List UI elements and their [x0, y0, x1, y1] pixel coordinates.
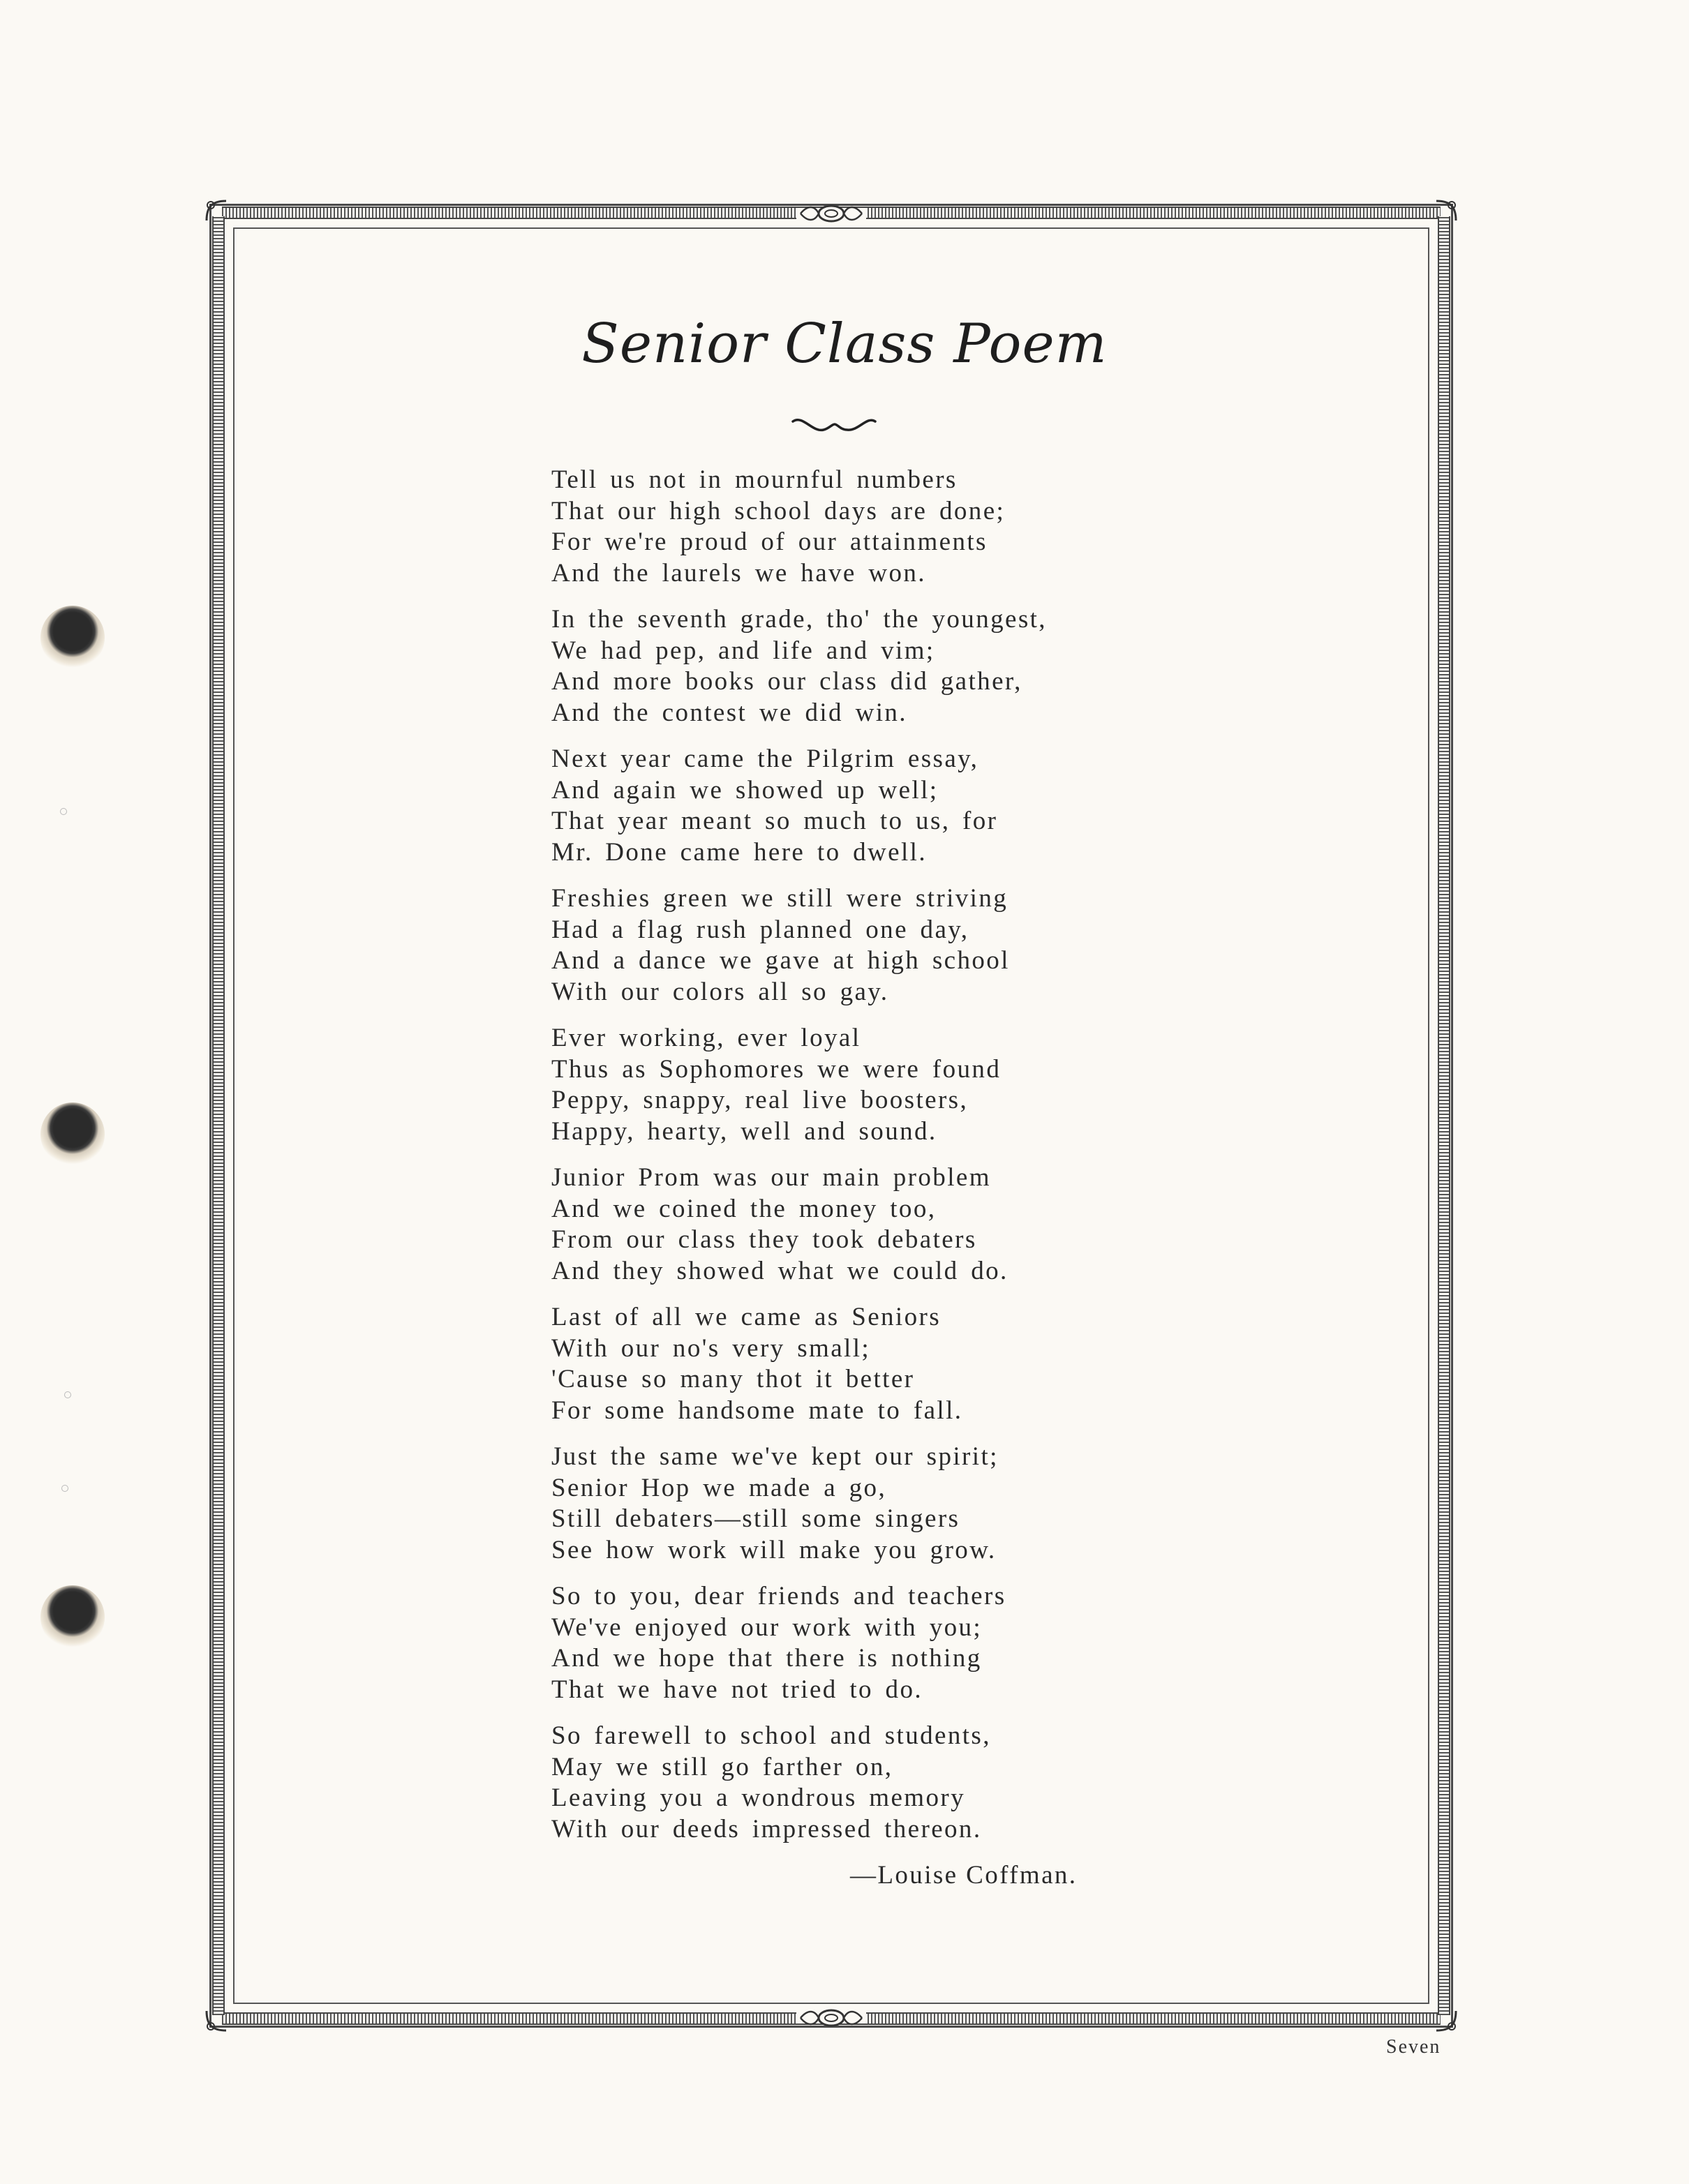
medallion-ornament-icon [796, 200, 866, 227]
stanza [551, 1023, 1277, 1147]
poem-line: Leaving you a wondrous memory [551, 1783, 965, 1812]
stanza [551, 744, 1277, 868]
poem-line: And more books our class did gather, [551, 667, 1022, 696]
frame-left-rail [212, 216, 225, 2015]
poem-line: And they showed what we could do. [551, 1256, 1009, 1285]
poem-line: We've enjoyed our work with you; [551, 1613, 983, 1642]
stanza [551, 1581, 1277, 1705]
page-number: Seven [1386, 2036, 1441, 2058]
poem-line: That our high school days are done; [551, 496, 1006, 525]
binder-hole [40, 1102, 105, 1167]
stanza [551, 604, 1277, 728]
poem-line: From our class they took debaters [551, 1225, 977, 1254]
stanza [551, 1442, 1277, 1566]
poem-line: With our colors all so gay. [551, 977, 889, 1006]
poem-line: 'Cause so many thot it better [551, 1365, 915, 1393]
poem-line: For some handsome mate to fall. [551, 1396, 963, 1425]
poem-line: And the laurels we have won. [551, 558, 926, 588]
poem-line: Still debaters—still some singers [551, 1504, 960, 1533]
poem-line: That year meant so much to us, for [551, 807, 998, 835]
corner-ornament-icon [202, 2007, 230, 2035]
swash-ornament-icon [789, 412, 879, 437]
poem-line: Next year came the Pilgrim essay, [551, 745, 979, 773]
poem-line: And again we showed up well; [551, 775, 939, 805]
poem-line: Senior Hop we made a go, [551, 1473, 887, 1502]
poem-body [551, 465, 1277, 1860]
stanza [551, 1162, 1277, 1287]
poem-line: Junior Prom was our main problem [551, 1163, 991, 1192]
poem-line: See how work will make you grow. [551, 1535, 997, 1564]
poem-line: So farewell to school and students, [551, 1721, 991, 1750]
stanza [551, 1302, 1277, 1426]
corner-ornament-icon [1432, 2007, 1460, 2035]
poem-line: Last of all we came as Seniors [551, 1303, 942, 1331]
binder-hole [40, 606, 105, 670]
poem-line: Freshies green we still were striving [551, 884, 1009, 913]
paper-speck [64, 1391, 71, 1398]
poem-line: And we hope that there is nothing [551, 1644, 982, 1673]
poem-line: And we coined the money too, [551, 1194, 937, 1223]
poem-line: Tell us not in mournful numbers [551, 465, 958, 494]
corner-ornament-icon [1432, 197, 1460, 225]
poem-line: Happy, hearty, well and sound. [551, 1116, 937, 1146]
stanza [551, 465, 1277, 589]
frame-right-rail [1438, 216, 1450, 2015]
poem-line: For we're proud of our attainments [551, 528, 988, 556]
poem-line: Just the same we've kept our spirit; [551, 1442, 999, 1471]
poem-line: So to you, dear friends and teachers [551, 1582, 1006, 1610]
poem-line: Ever working, ever loyal [551, 1024, 861, 1052]
poem-line: With our no's very small; [551, 1333, 871, 1363]
paper-speck [61, 1485, 68, 1492]
binder-hole [40, 1585, 105, 1650]
poem-line: And a dance we gave at high school [551, 946, 1010, 975]
corner-ornament-icon [202, 197, 230, 225]
poem-line: Peppy, snappy, real live boosters, [551, 1086, 969, 1114]
poem-line: That we have not tried to do. [551, 1675, 923, 1704]
poem-line: With our deeds impressed thereon. [551, 1814, 982, 1843]
medallion-ornament-icon [796, 2004, 866, 2032]
poem-line: Thus as Sophomores we were found [551, 1054, 1002, 1084]
poem-title: Senior Class Poem [581, 313, 1108, 375]
paper-speck [60, 808, 67, 815]
stanza [551, 1721, 1277, 1845]
poem-line: In the seventh grade, tho' the youngest, [551, 605, 1047, 634]
poem-line: Mr. Done came here to dwell. [551, 837, 927, 867]
poem-line: Had a flag rush planned one day, [551, 915, 969, 944]
author-signature: —Louise Coffman. [850, 1861, 1078, 1890]
poem-line: May we still go farther on, [551, 1752, 893, 1781]
poem-line: And the contest we did win. [551, 698, 907, 727]
poem-line: We had pep, and life and vim; [551, 636, 935, 665]
stanza [551, 883, 1277, 1008]
